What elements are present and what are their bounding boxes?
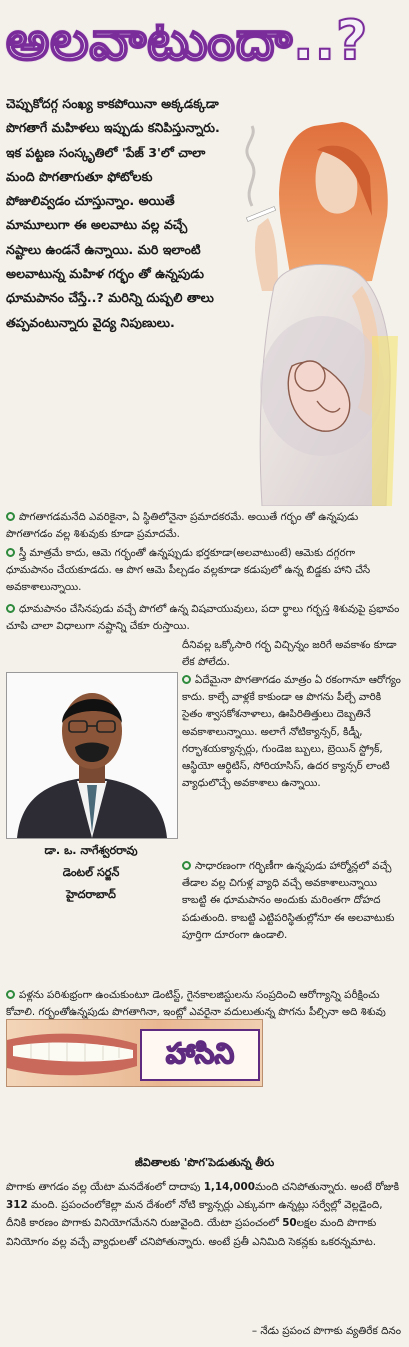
doctor-city: హైదరాబాద్: [66, 888, 116, 901]
deaths-per-day: 312: [6, 1199, 28, 1212]
green-bullet-icon: [6, 548, 15, 557]
smile-image: [7, 1020, 137, 1086]
doctor-role: డెంటల్ సర్జన్: [62, 866, 120, 879]
green-bullet-icon: [182, 675, 191, 684]
green-bullet-icon: [182, 861, 191, 870]
bullet-5: సాధారణంగా గర్భిణీగా ఉన్నపుడు హార్మోన్లలో వచ్చే తేడాల వల్ల చిగుళ్ల వ్యాధి వచ్చే అవకాశాలున్నాయి కాబట్టి ఈ ధూమపానం అందుకు మరింతగా దోహద పడుతుంది. కాబట్టి ఎట్టిపరిస్థితుల్లోనూ ఈ అలవాటుకు పూర్తిగా దూరంగా ఉండాలి.: [182, 860, 395, 941]
deaths-per-year: 1,14,000: [203, 1181, 255, 1193]
closing-paragraph: పొగాకు తాగడం వల్ల యేటా మనదేశంలో దాదాపు 1,14,000మంది చనిపోతున్నారు. అంటే రోజుకి 312 మంది. ప్రపంచంలోకెల్లా మన దేశంలో నోటి క్యాన్సర్లు ఎక్కువగా ఉన్నట్లు సర్వేల్లో వెల్లడైంది, దీనికి కారణం పొగాకు వినియోగమేనని రుజువైంది. యేటా ప్రపంచంలో 50లక్షల మంది పొగాకు వినియోగం వల్ల వచ్చే వ్యాధులతో చనిపోతున్నారు. అంటే ప్రతీ ఎనిమిది సెకన్లకు ఒకరన్నమాట.: [6, 1181, 400, 1248]
hasini-label: హాసిని: [140, 1029, 260, 1081]
bullet-3-continued: దీనివల్ల ఒక్కోసారి గర్భ విచ్చిన్నం జరిగే అవకాశం కూడా లేక పోలేదు.: [182, 639, 397, 669]
hasini-banner: [6, 1019, 263, 1087]
doctor-photo: [6, 672, 178, 839]
bullet-4: ఏదేమైనా పొగతాగడం మాత్రం ఏ రకంగానూ ఆరోగ్యం కాదు. కాల్చే వాళ్లకే కాకుండా ఆ పొగను పీల్చే వారికి సైతం శ్వాసకోశనాళాలు, ఊపిరితిత్తులు దెబ్బతినే అవకాశాలున్నాయి. అలాగే నోటిక్యాన్సర్, కిడ్నీ, గర్భాశయక్యాన్సర్లు, గుండెజ బ్బులు, బ్రెయిన్ స్ట్రోక్, ఆస్థియో ఆర్థిటిస్, సోరియాసిస్, ఉదర క్యాన్సర్ లాంటి వ్యాధులొచ్చే అవకాశాలు ఉన్నాయి.: [182, 674, 401, 790]
source-line: – నేడు ప్రపంచ పొగాకు వ్యతిరేక దినం: [251, 1325, 401, 1337]
green-bullet-icon: [6, 604, 15, 613]
bullet-2: స్త్రీ మాత్రమే కాదు, ఆమె గర్భంతో ఉన్నప్పుడు భర్తకూడా(అలవాటుంటే) ఆమెకు దగ్గరగా ధూమపానం చేయకూడదు. ఆ పొగ ఆమె పీల్చడం వల్లకూడా కడుపులో ఉన్న బిడ్డకు హాని చేసే అవకాశాలున్నాయి.: [6, 547, 371, 594]
green-bullet-icon: [6, 990, 15, 999]
section-subhead: జీవితాలకు 'పొగ'పెడుతున్న తీరు: [134, 1156, 275, 1169]
world-deaths-lakhs: 50: [282, 1217, 297, 1230]
pregnant-smoker-illustration: [222, 86, 405, 506]
doctor-caption: [6, 840, 176, 906]
green-bullet-icon: [6, 512, 15, 521]
intro-paragraph: చెప్పుకోదగ్గ సంఖ్య కాకపోయినా అక్కడక్కడా పొగతాగే మహిళలు ఇప్పుడు కనిపిస్తున్నారు. ఇక పట్టణ సంస్కృతిలో 'పేజ్ 3'లో చాలా మంది పొగతాగుతూ ఫోటోలకు పోజులివ్వడం చూస్తున్నాం. అయితే మామూలుగా ఈ అలవాటు వల్ల వచ్చే నష్టాలు ఉండనే ఉన్నాయి. మరి ఇలాంటి అలవాటున్న మహిళ గర్భం తో ఉన్నపుడు ధూమపానం చేస్తే..? మరిన్ని దుష్పలి తాలు తప్పవంటున్నారు వైద్య నిపుణులు.: [6, 96, 220, 330]
bullet-6: పళ్లను పరిశుభ్రంగా ఉంచుకుంటూ డెంటిస్ట్, గైనకాలజిస్టులను సంప్రదించి ఆరోగ్యాన్ని పరీక్షించు కోవాలి. గర్భంతోఉన్నపుడు పొగతాగినా, ఇంట్లో ఎవరైనా వదులుతున్న పొగను పీల్చినా అది శిశువు: [6, 989, 386, 1019]
bullet-3: ధూమపానం చేసినపుడు వచ్చే పొగలో ఉన్న విషవాయువులు, పదా ర్థాలు గర్భస్త శిశువుపై ప్రభావం చూపి చాలా విధాలుగా నష్టాన్ని చేకూ రుస్తాయి.: [6, 603, 400, 633]
article-title: అలవాటుందా..?: [6, 9, 369, 72]
doctor-name: డా. ఒ. నాగేశ్వరరావు: [44, 844, 138, 857]
bullet-1: పొగతాగడమనేది ఎవరికైనా, ఏ స్థితిలోనైనా ప్రమాదకరమే. అయితే గర్భం తో ఉన్నపుడు పొగతాగడం వల్ల శిశువుకు కూడా ప్రమాదమే.: [6, 511, 359, 541]
